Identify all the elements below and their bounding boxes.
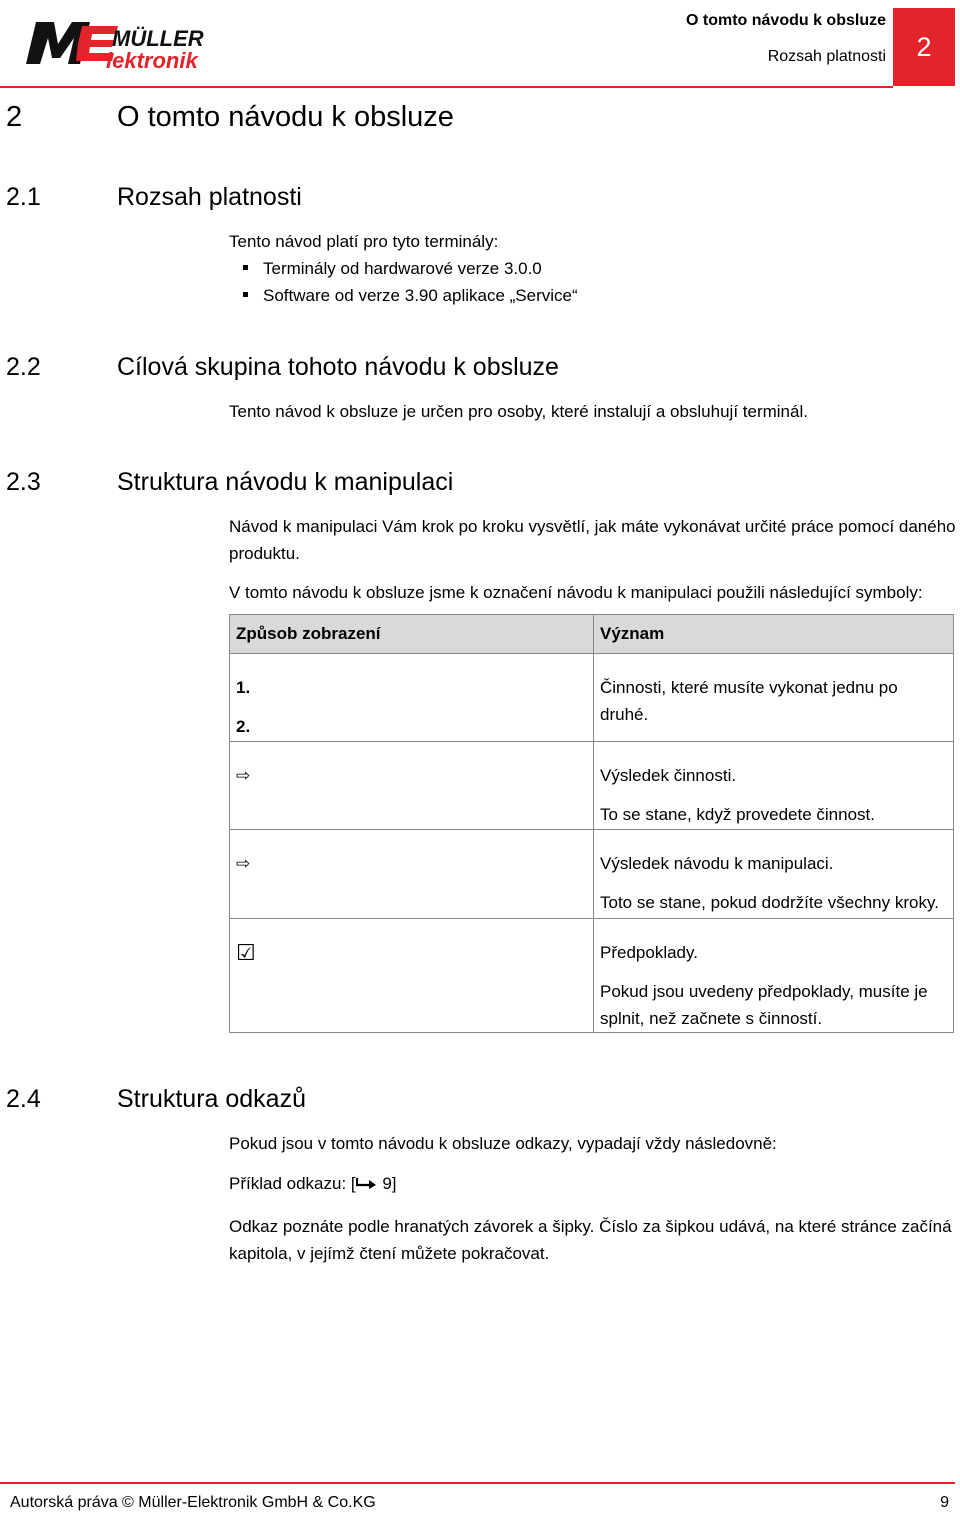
table-row bbox=[230, 919, 954, 1033]
reference-prefix: Příklad odkazu: [ bbox=[229, 1174, 356, 1193]
subsection-title: Rozsah platnosti bbox=[117, 183, 302, 211]
table-cell-text: Výsledek činnosti. bbox=[600, 766, 737, 785]
header-title: O tomto návodu k obsluze bbox=[685, 12, 886, 29]
subsection-title: Cílová skupina tohoto návodu k obsluze bbox=[117, 353, 559, 381]
table-row bbox=[230, 742, 954, 830]
symbols-table bbox=[229, 614, 954, 1033]
paragraph: Pokud jsou v tomto návodu k obsluze odkazy, vypadají vždy následovně: bbox=[229, 1134, 777, 1153]
svg-text:MÜLLER: MÜLLER bbox=[112, 26, 204, 51]
paragraph: Tento návod k obsluze je určen pro osoby, které instalují a obsluhují terminál. bbox=[229, 402, 808, 421]
table-cell-text: splnit, než začnete s činností. bbox=[600, 1009, 823, 1028]
paragraph-line: produktu. bbox=[229, 544, 300, 563]
paragraph-line: Odkaz poznáte podle hranatých závorek a šipky. Číslo za šipkou udává, na které stránce začíná bbox=[229, 1217, 952, 1236]
header-subtitle: Rozsah platnosti bbox=[767, 48, 886, 65]
step-number: 2. bbox=[236, 717, 251, 736]
table-cell-text: Činnosti, které musíte vykonat jednu po druhé. bbox=[600, 678, 898, 724]
reference-example bbox=[229, 1170, 397, 1197]
paragraph-line: Návod k manipulaci Vám krok po kroku vysvětlí, jak máte vykonávat určité práce pomocí daného bbox=[229, 517, 956, 536]
step-number: 1. bbox=[236, 678, 251, 697]
bullet-icon bbox=[243, 265, 248, 270]
subsection-number: 2.2 bbox=[6, 353, 41, 381]
company-logo bbox=[20, 14, 230, 76]
bullet-icon bbox=[243, 292, 248, 297]
svg-text:lektronik: lektronik bbox=[106, 48, 198, 73]
checkbox-icon: ☑ bbox=[236, 940, 256, 965]
paragraph-line: kapitola, v jejímž čtení můžete pokračovat. bbox=[229, 1244, 550, 1263]
page-number: 9 bbox=[940, 1494, 949, 1511]
table-header-display: Způsob zobrazení bbox=[230, 615, 594, 654]
subsection-title: Struktura návodu k manipulaci bbox=[117, 468, 454, 496]
list-item bbox=[243, 255, 542, 282]
paragraph: Tento návod platí pro tyto terminály: bbox=[229, 232, 499, 251]
chapter-number-badge: 2 bbox=[893, 8, 955, 86]
link-arrow-icon bbox=[356, 1176, 378, 1190]
result-arrow-icon: ⇨ bbox=[236, 854, 251, 873]
list-item-text: Terminály od hardwarové verze 3.0.0 bbox=[263, 259, 542, 278]
reference-suffix: 9] bbox=[377, 1174, 397, 1193]
table-header-meaning: Význam bbox=[594, 615, 954, 654]
header-divider bbox=[0, 86, 893, 88]
footer-copyright: Autorská práva © Müller-Elektronik GmbH & Co.KG bbox=[10, 1494, 376, 1511]
paragraph: V tomto návodu k obsluze jsme k označení návodu k manipulaci použili následující symboly: bbox=[229, 583, 923, 602]
list-item-text: Software od verze 3.90 aplikace „Service“ bbox=[263, 286, 578, 305]
table-row bbox=[230, 830, 954, 919]
section-title: O tomto návodu k obsluze bbox=[117, 101, 454, 133]
section-number: 2 bbox=[6, 101, 23, 133]
result-arrow-icon: ⇨ bbox=[236, 766, 251, 785]
list-item bbox=[243, 282, 578, 309]
table-row bbox=[230, 654, 954, 742]
subsection-number: 2.3 bbox=[6, 468, 41, 496]
table-cell-text: Toto se stane, pokud dodržíte všechny kroky. bbox=[600, 893, 939, 912]
table-cell-text: Pokud jsou uvedeny předpoklady, musíte je bbox=[600, 982, 928, 1001]
footer-divider bbox=[0, 1482, 955, 1484]
table-cell-text: Předpoklady. bbox=[600, 943, 698, 962]
table-cell-text: To se stane, když provedete činnost. bbox=[600, 805, 875, 824]
subsection-number: 2.1 bbox=[6, 183, 41, 211]
subsection-number: 2.4 bbox=[6, 1085, 41, 1113]
table-cell-text: Výsledek návodu k manipulaci. bbox=[600, 854, 834, 873]
subsection-title: Struktura odkazů bbox=[117, 1085, 306, 1113]
